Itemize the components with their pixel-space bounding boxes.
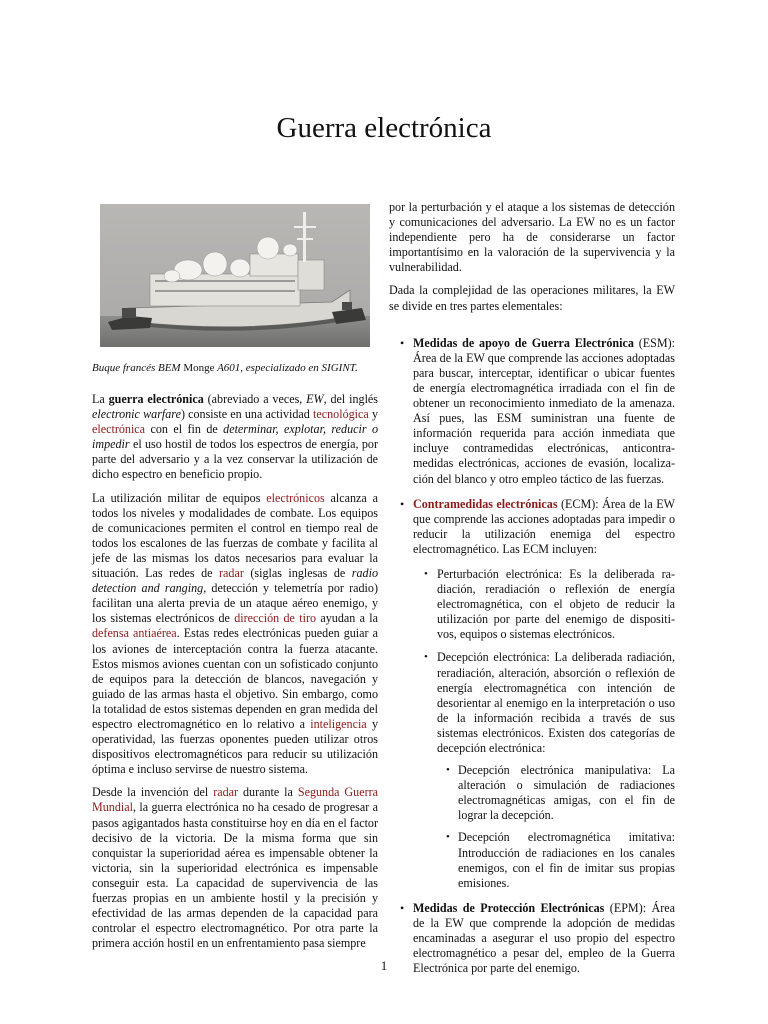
text: durante la	[238, 785, 298, 800]
paragraph-continuation: por la perturbación y el ataque a los sistemas de detección y comunicaciones del adversario. La EW no es un factor independiente pero ha de considerarse un factor importantísimo en la valoración de la supervivencia y la vulnerabilidad.	[389, 200, 675, 275]
paragraph-division: Dada la complejidad de las operaciones militares, la EW se divide en tres partes elementales:	[389, 283, 675, 313]
text: La	[92, 392, 109, 406]
link-defensa-antiaerea[interactable]: defensa antiaérea	[92, 626, 177, 641]
list-item-decepcion-imitativa: • Decepción electromagnética imitativa: Introducción de radiaciones en los canales enemigos, con el fin de imitar sus propias emisiones.	[437, 830, 675, 890]
ship-photo	[100, 204, 370, 347]
abbr-esm: (ESM):	[633, 335, 675, 350]
term-epm: Medidas de Protección Electrónicas	[413, 900, 605, 915]
text: Desde la invención del	[92, 785, 214, 800]
text: . Estas redes electrónicas pueden guiar a los aviones de interceptación contra la fuerza atacante. Estos mismos aviones cuentan con un sofisticado conjunto de equipos para la detección de blancos, navegación y guiado de las armas hasta el objetivo. Sin embargo, como la totalidad de estos sistemas dependen en gran medida del espectro electromagnético en lo relativo a	[92, 626, 378, 731]
text: (abreviado a veces,	[203, 392, 307, 406]
epm-text: Área de la EW que comprende la adopción de medidas encaminadas a asegurar el uso propio del espectro electromagnético a pesar del, empleo de la Guerra Electrónica por parte del enemigo.	[413, 900, 675, 976]
ecm-sublist	[413, 567, 675, 891]
list-item-esm	[389, 336, 675, 487]
text: (siglas inglesas de	[243, 566, 352, 581]
paragraph-military-use	[92, 491, 378, 778]
link-radar-2[interactable]: radar	[213, 785, 239, 800]
ecm-text: Área de la EW que comprende las acciones adoptadas para impedir o reducir la utilización enemiga del espectro electromagnético. Las ECM incluyen:	[413, 496, 675, 556]
text: y	[368, 407, 378, 422]
text: ) consiste en una actividad	[180, 407, 314, 422]
paragraph-history	[92, 785, 378, 951]
page-title: Guerra electrónica	[276, 112, 492, 144]
abbr-epm: (EPM):	[604, 900, 647, 915]
text: con el fin de	[145, 422, 224, 437]
link-inteligencia[interactable]: inteligencia	[310, 716, 367, 731]
link-segunda-guerra-mundial[interactable]: Segunda Guerra Mundial	[92, 785, 379, 815]
abbr-ecm: (ECM):	[557, 496, 599, 511]
decepcion-text: Decepción electrónica: La deliberada radiación, reradiación, alteración, absorción o reflexión de energía electromagnética con intención de desorientar al enemigo en la interpretación o uso de la información recibida a través de sus sistemas electrónicos. Existen dos categorías de decepción electrónica:	[437, 650, 675, 755]
text: alcanza a todos los niveles y modalidades de combate. Los equipos de comunicaciones permiten el control en tiempo real de todos los escalones de las fuerzas de combate y facilita al jefe de las mismas los datos necesarios para evaluar la situación. Las redes de	[92, 490, 378, 581]
text: La utilización militar de equipos	[92, 490, 267, 505]
caption-text: Buque francés BEM	[92, 362, 184, 374]
text: y operatividad, las fuerzas oponentes pueden utilizar otros dispositivos electromagnéticos para reducir su utilización óptima e incluso servirse de nuestro sistema.	[92, 716, 378, 777]
text: , detección y telemetría por radio) facilitan una alerta previa de un ataque aéreo enemigo, y los sistemas electrónicos de	[92, 581, 378, 626]
emphasis-verbs: determinar, explotar, reducir o impedir	[92, 422, 379, 452]
ew-parts-list	[389, 336, 675, 977]
link-direccion-de-tiro[interactable]: dirección de tiro	[234, 611, 317, 626]
page-number: 1	[380, 958, 388, 973]
term-electronic-warfare: electronic warfare	[92, 407, 181, 422]
right-column	[389, 200, 675, 986]
link-electronica[interactable]: electrónica	[92, 422, 146, 437]
paragraph-intro	[92, 392, 378, 483]
text: , la guerra electrónica no ha cesado de progresar a pasos agigantados hasta constituirse hoy en día en el factor decisivo de la victoria. De la misma forma que sin conquistar la superioridad aérea es impensable obtener la victoria, sin la superioridad electrónica es impensable conseguir esta. La capacidad de supervivencia de las fuerzas propias en un ambiente hostil y la precisión y efectividad de las armas dependen de la capacidad para controlar el espectro electromagnético. Por otra parte la primera acción hostil en un enfrentamiento pasa siempre	[92, 800, 378, 951]
list-item-decepcion	[413, 650, 675, 890]
caption-text-end: A601, especializado en SIGINT.	[214, 362, 358, 374]
decepcion-sublist	[437, 763, 675, 891]
term-radio-detection: radio detection and ranging	[92, 566, 378, 596]
term-ew: EW	[306, 392, 324, 406]
link-electronicos[interactable]: electrónicos	[266, 490, 325, 505]
left-column	[92, 200, 378, 959]
list-item-decepcion-manipulativa: • Decepción electrónica manipulativa: La alteración o simulación de radiaciones electromagnéticas amigas, con el fin de lograr la decepción.	[437, 763, 675, 823]
list-item-ecm	[389, 497, 675, 891]
link-tecnologica[interactable]: tecnológica	[313, 407, 369, 422]
list-item-perturbacion: • Perturbación electrónica: Es la deliberada radiación, reradiación o reflexión de energía electromagnética, con el objeto de reducir la utilización por parte del enemigo de dispositivos, equipos o sistemas electrónicos.	[413, 567, 675, 642]
esm-text: Área de la EW que comprende las acciones adoptadas para buscar, interceptar, identificar o ubicar fuentes de energía electromagnética irradiada con el fin de obtener un reconocimiento inmediato de la amenaza. Así pues, las ESM suministran una fuente de información requerida para acción inmediata que incluye contramedidas electrónicas, anticontramedidas electrónicas, acciones de evasión, localización del blanco y otro empleo táctico de las fuerzas.	[413, 350, 675, 486]
text: ayudan a la	[316, 611, 379, 626]
link-radar[interactable]: radar	[219, 566, 244, 581]
text: el uso hostil de todos los espectros de energía, por parte del adversario y a la vez conservar la utilización de dicho espectro en beneficio propio.	[92, 437, 378, 482]
figure-caption	[92, 361, 378, 375]
link-contramedidas-electronicas[interactable]: Contramedidas electrónicas	[413, 496, 558, 511]
caption-ship-name: Monge	[183, 362, 215, 374]
text: , del inglés	[323, 392, 379, 406]
term-esm: Medidas de apoyo de Guerra Electrónica	[413, 335, 634, 350]
term-guerra-electronica: guerra electrónica	[108, 392, 204, 406]
